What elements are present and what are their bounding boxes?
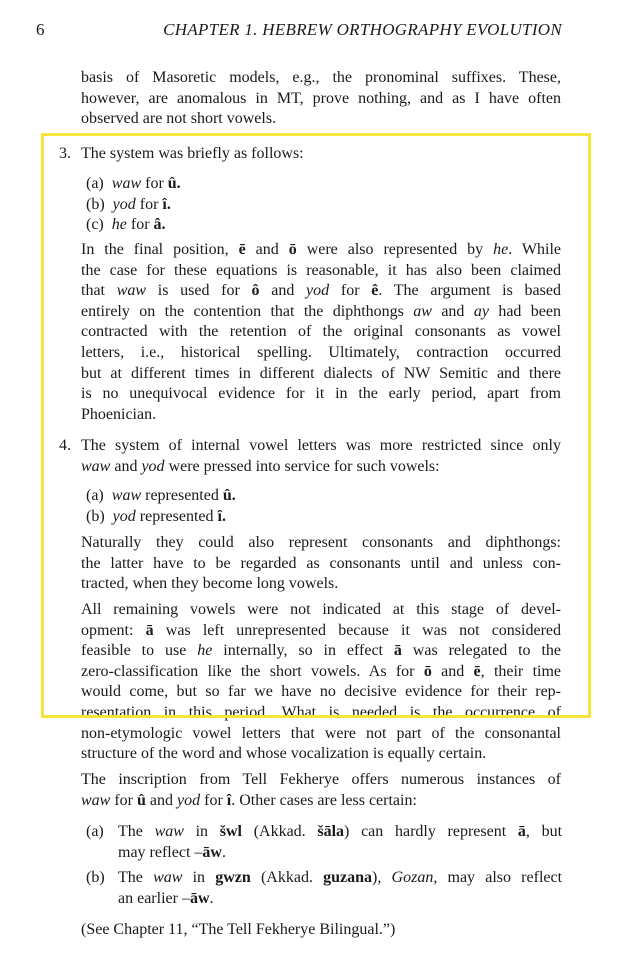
list-item: (a) waw represented û.: [86, 487, 236, 504]
item-4-sublist: [86, 486, 386, 527]
list-item: (b) yod for î.: [86, 195, 171, 213]
fekherye-paragraph: The inscription from Tell Fekherye offers numerous instances of waw for û and yod for î. Other cases are less certain:: [81, 771, 561, 809]
item-3-paragraph: In the final position, ē and ō were also represented by he. While the case for these equations is reasonable, it has also been claimed that waw is used for ô and yod for ê. The argument is based entirely on the contention that the diphthongs aw and ay had been contracted with the retention of the original consonants as vowel letters, i.e., historical spelling. Ultimately, contraction occurred but at different times in different dialects of NW Semitic and there is no unequivocal evidence for it in the early period, apart from Phoenician.: [81, 241, 562, 423]
item-4-lead: The system of internal vowel letters was more restricted since only waw and yod were pressed into service for such vowels:: [81, 437, 561, 475]
item-3-sublist: [86, 174, 386, 236]
chapter-title: CHAPTER 1. HEBREW ORTHOGRAPHY EVOLUTION: [163, 20, 562, 39]
fekherye-item-a-label: (a): [86, 823, 104, 840]
item-4-paragraph-1: Naturally they could also represent consonants and diphthongs: the latter have to be regarded as consonants until and unless con- tracted, when they become long vowels.: [81, 534, 561, 593]
item-3-number: 3.: [59, 145, 71, 162]
fekherye-item-b: The waw in gwzn (Akkad. guzana), Gozan, may also reflect an earlier –āw.: [118, 869, 563, 907]
fekherye-item-a: The waw in šwl (Akkad. šāla) can hardly represent ā, but may reflect –āw.: [118, 823, 563, 861]
see-also-note: (See Chapter 11, “The Tell Fekherye Bilingual.”): [81, 921, 396, 938]
fekherye-item-b-label: (b): [86, 869, 105, 886]
list-item: (c) he for â.: [86, 216, 166, 234]
item-4-paragraph-2: All remaining vowels were not indicated at this stage of devel- opment: ā was left unrepresented because it was not considered feasible to use he internally, so in effect ā was relegated to the zero-classification like the short vowels. As for ō and ē, their time would come, but so far we have no decisive evidence for their rep- resentation in this period. What is needed is the occurrence of non-etymologic vowel letters that were not part of the consonantal structure of the word and whose vocalization is equally certain.: [81, 601, 562, 763]
list-item: (a) waw for û.: [86, 175, 181, 192]
page-number: 6: [36, 20, 45, 39]
list-item: (b) yod represented î.: [86, 507, 226, 525]
item-3-lead: The system was briefly as follows:: [81, 145, 304, 162]
intro-paragraph: basis of Masoretic models, e.g., the pronominal suffixes. These, however, are anomalous in MT, prove nothing, and as I have often observed are not short vowels.: [81, 69, 561, 128]
running-header: [36, 20, 562, 44]
item-4-number: 4.: [59, 437, 71, 454]
